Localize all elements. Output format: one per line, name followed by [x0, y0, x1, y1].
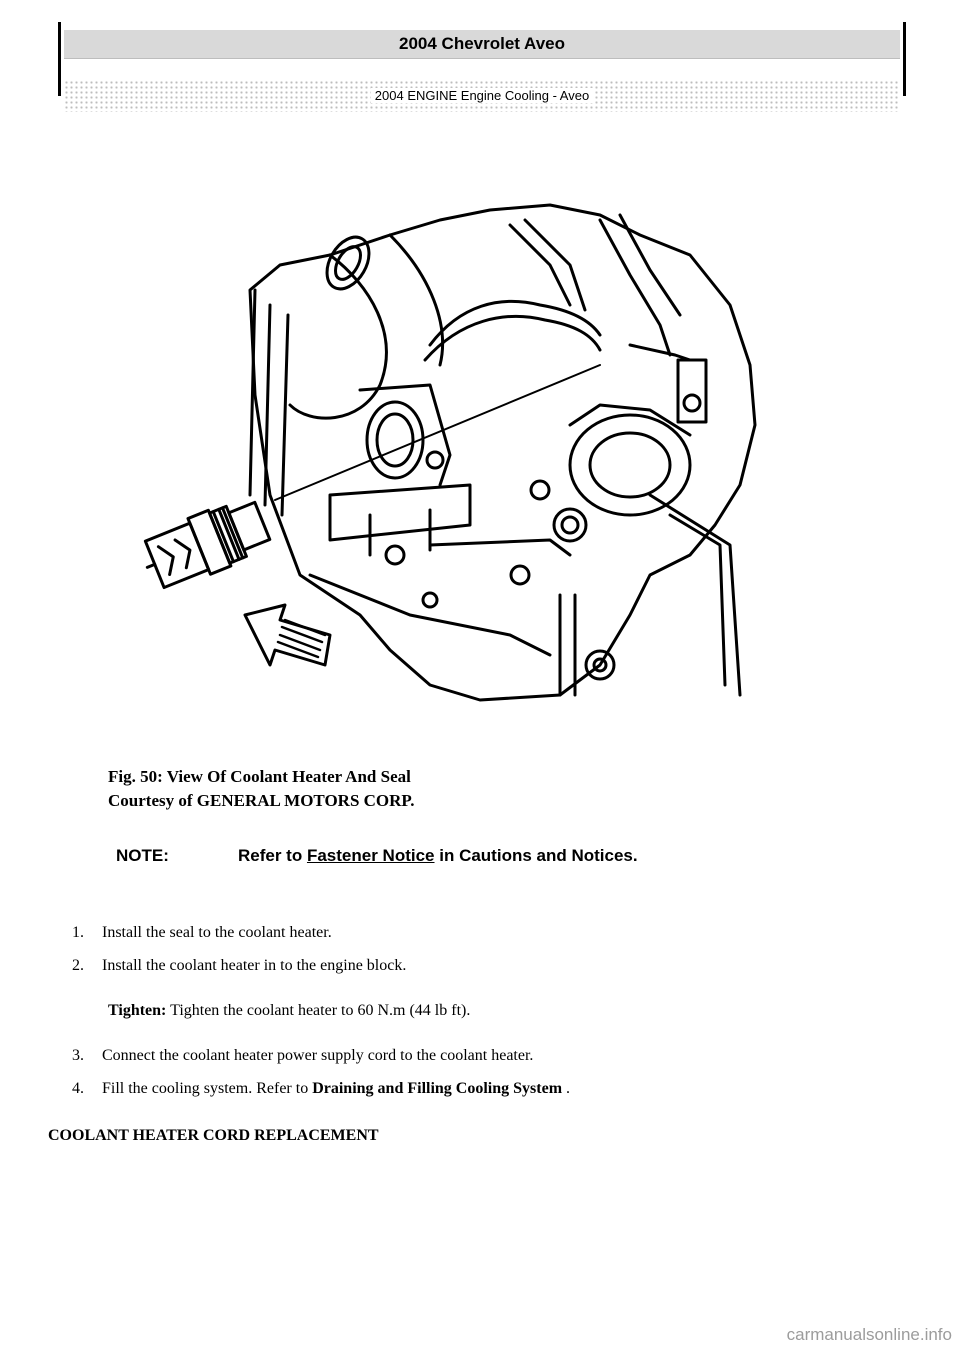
- header-right-border: [903, 22, 906, 96]
- step-text: Connect the coolant heater power supply cord to the coolant heater.: [102, 1047, 534, 1064]
- document-header: [58, 22, 906, 103]
- step-number: 1.: [72, 924, 84, 941]
- header-left-border: [58, 22, 61, 96]
- step-text-before: Fill the cooling system. Refer to: [102, 1080, 313, 1097]
- document-subtitle-band: [64, 80, 900, 112]
- step-text-after: .: [562, 1080, 571, 1097]
- step-text: Install the coolant heater in to the engine block.: [102, 957, 407, 974]
- tighten-spec: [108, 1000, 470, 1022]
- step-3: [72, 1045, 533, 1067]
- step-1: [72, 922, 332, 944]
- draining-filling-link[interactable]: Draining and Filling Cooling System: [312, 1080, 563, 1097]
- step-text: Install the seal to the coolant heater.: [102, 924, 332, 941]
- figure-caption-line1: Fig. 50: View Of Coolant Heater And Seal: [108, 767, 411, 786]
- step-number: 4.: [72, 1080, 84, 1097]
- figure-caption: [108, 765, 415, 813]
- note-text: [238, 843, 708, 869]
- document-title: 2004 Chevrolet Aveo: [64, 30, 900, 59]
- watermark: carmanualsonline.info: [786, 1325, 952, 1344]
- step-2: [72, 955, 406, 977]
- step-number: 2.: [72, 957, 84, 974]
- fastener-notice-link[interactable]: Fastener Notice: [306, 846, 435, 865]
- step-number: 3.: [72, 1047, 84, 1064]
- tighten-text: Tighten the coolant heater to 60 N.m (44 lb ft).: [166, 1002, 471, 1019]
- note-text-after: in Cautions and Notices.: [434, 846, 638, 865]
- note-label: NOTE:: [116, 846, 169, 865]
- coolant-heater-illustration: [130, 195, 770, 715]
- document-subtitle: 2004 ENGINE Engine Cooling - Aveo: [371, 88, 593, 103]
- note-text-before: Refer to: [238, 846, 307, 865]
- step-4: [72, 1078, 570, 1100]
- section-heading: COOLANT HEATER CORD REPLACEMENT: [48, 1127, 379, 1144]
- figure-caption-line2: Courtesy of GENERAL MOTORS CORP.: [108, 791, 415, 810]
- tighten-label: Tighten:: [108, 1002, 167, 1019]
